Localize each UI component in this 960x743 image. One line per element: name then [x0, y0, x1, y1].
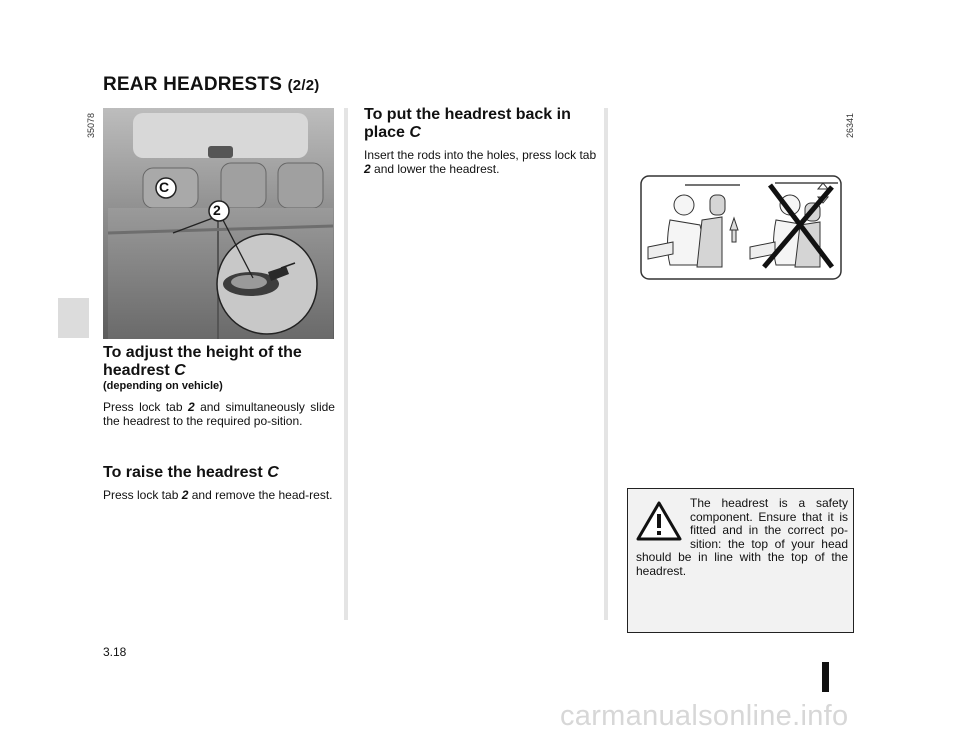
raise-text: Press lock tab 2 and remove the head-rest. — [103, 488, 333, 502]
headrest-position-diagram — [640, 175, 842, 280]
adjust-text: Press lock tab 2 and simultaneously slide the headrest to the required po-sition. — [103, 400, 335, 428]
watermark: carmanualsonline.info — [560, 700, 849, 732]
adjust-heading: To adjust the height of the headrest C — [103, 344, 302, 379]
adjust-note: (depending on vehicle) — [103, 380, 223, 392]
callout-label-c: C — [159, 179, 170, 195]
section-tab-marker — [58, 298, 89, 338]
page-title-sub: (2/2) — [287, 77, 320, 94]
column-divider-right — [604, 108, 608, 620]
safety-warning-text-block — [636, 497, 848, 578]
warning-triangle-icon — [636, 501, 682, 541]
callout-label-2: 2 — [213, 202, 221, 218]
safety-warning-box — [627, 488, 854, 633]
rear-seat-photo — [103, 108, 334, 339]
raise-section — [103, 464, 335, 502]
safety-warning-text: The headrest is a safety component. Ensure that it is fitted and in the correct po-sition: the top of your head should be in line with the top of the headrest. — [636, 496, 848, 578]
page-title — [103, 74, 319, 96]
column-divider-left — [344, 108, 348, 620]
adjust-section — [103, 344, 335, 428]
page-edge-marker — [822, 662, 829, 692]
put-back-section — [364, 106, 597, 176]
page-number: 3.18 — [103, 645, 127, 659]
rear-seat-illustration — [103, 108, 334, 339]
raise-heading: To raise the headrest C — [103, 464, 279, 481]
put-back-heading: To put the headrest back in place C — [364, 106, 571, 141]
page-title-main: REAR HEADRESTS — [103, 74, 283, 95]
left-image-ref-code: 35078 — [86, 112, 96, 138]
put-back-text: Insert the rods into the holes, press lock tab 2 and lower the headrest. — [364, 148, 597, 176]
right-image-ref-code: 26341 — [845, 112, 855, 138]
